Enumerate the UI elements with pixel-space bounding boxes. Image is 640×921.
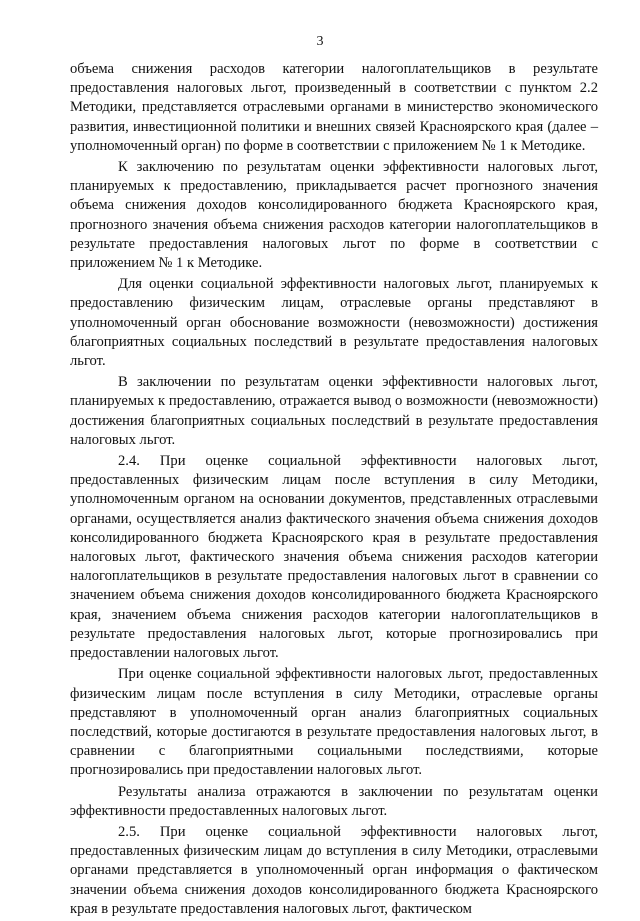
paragraph-conclusion-outcome: В заключении по результатам оценки эффективности налоговых льгот, планируемых к предоставлению, отражается вывод о возможности (невозможности) достижения благоприятных социальных последствий в результате предоставления налоговых льгот. [70, 374, 598, 448]
paragraph-forecast-calculation: К заключению по результатам оценки эффективности налоговых льгот, планируемых к предоставлению, прикладывается расчет прогнозного значения объема снижения доходов консолидированного бюджета Красноярского края, прогнозного значения объема снижения расходов категории налогоплательщиков в результате предоставления налоговых льгот по форме в соответствии с приложением № 1 к Методике. [70, 159, 598, 272]
page-number: 3 [316, 34, 324, 49]
paragraph-analysis-results: Результаты анализа отражаются в заключении по результатам оценки эффективности предоставленных налоговых льгот. [70, 783, 598, 819]
paragraph-social-consequences-analysis: При оценке социальной эффективности налоговых льгот, предоставленных физическим лицам после вступления в силу Методики, отраслевые органы представляют в уполномоченный орган анализ благоприятных социальных последствий, которые достигаются в результате предоставления налоговых льгот, в сравнении с благоприятными социальными последствиями, которые прогнозировались при предоставлении налоговых льгот. [70, 666, 598, 779]
paragraph-section-2-4: 2.4. При оценке социальной эффективности налоговых льгот, предоставленных физическим лицам после вступления в силу Методики, уполномоченным органом на основании документов, представленных отраслевыми органами, осуществляется анализ фактического значения объема снижения доходов консолидированного бюджета Красноярского края в результате предоставления налоговых льгот, фактического значения объема снижения расходов категории налогоплательщиков в результате предоставления налоговых льгот в сравнении со значением объема снижения доходов консолидированного бюджета Красноярского края, значением объема снижения расходов категории налогоплательщиков в результате предоставления налоговых льгот, которые прогнозировались при предоставлении налоговых льгот. [70, 453, 598, 662]
body-text [70, 60, 598, 921]
paragraph-section-2-5: 2.5. При оценке социальной эффективности налоговых льгот, предоставленных физическим лицам до вступления в силу Методики, отраслевыми органами представляется в уполномоченный орган информация о фактическом значении объема снижения доходов консолидированного бюджета Красноярского края в результате предоставления налоговых льгот, фактическом [70, 823, 598, 917]
paragraph-continuation: объема снижения расходов категории налогоплательщиков в результате предоставления налоговых льгот, произведенный в соответствии с пунктом 2.2 Методики, представляется отраслевыми органами в министерство экономического развития, инвестиционной политики и внешних связей Красноярского края (далее – уполномоченный орган) по форме в соответствии с приложением № 1 к Методике. [70, 61, 598, 154]
paragraph-social-effectiveness-justification: Для оценки социальной эффективности налоговых льгот, планируемых к предоставлению физическим лицам, отраслевые органы представляют в уполномоченный орган обоснование возможности (невозможности) достижения благоприятных социальных последствий в результате предоставления налоговых льгот. [70, 276, 598, 370]
